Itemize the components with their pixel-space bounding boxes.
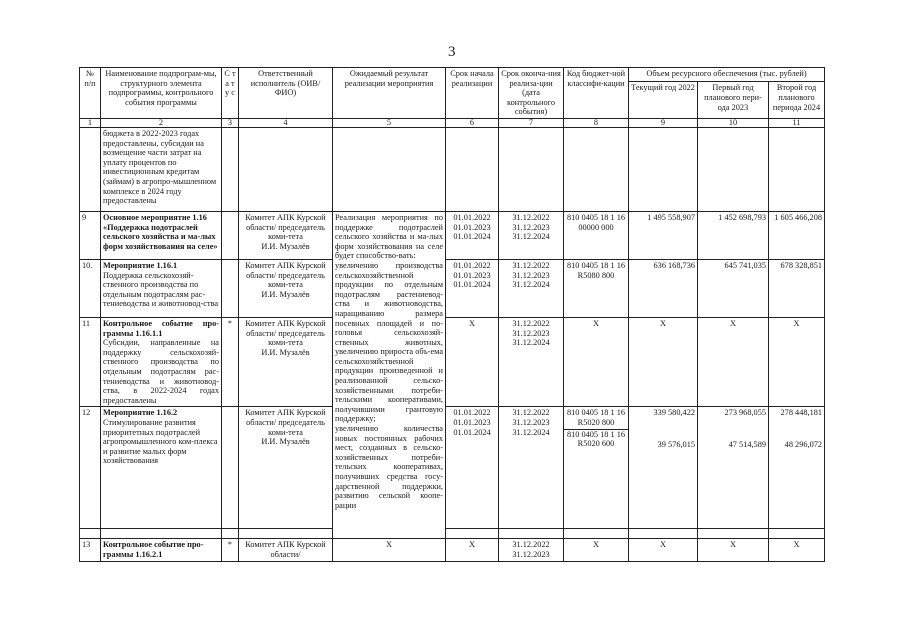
header-code: Код бюджет-ной классифи-кации [564,68,629,119]
header-2023: Первый год планового пери-ода 2023 [698,82,769,119]
num-cell: 8 [564,118,629,127]
executor-org: Комитет АПК Курской области/ председатель коми-тета [245,408,326,437]
executor-person: И.И. Музалёв [261,437,310,447]
row-number: 10. [80,259,101,317]
num-cell: 3 [222,118,239,127]
continuation-row [80,127,825,211]
row-name-bold: Мероприятие 1.16.2 [103,408,178,418]
header-start: Срок начала реализации [446,68,499,119]
row-number: 9 [80,211,101,259]
header-status: С т а т у с [222,68,239,119]
executor-org: Комитет АПК Курской области/ председатель коми-тета [245,260,326,290]
row-name-bold: Мероприятие 1.16.1 [103,260,178,270]
num-cell: 2 [101,118,222,127]
row-name-text: Стимулирование развития приоритетных подотраслей агропромышленного ком-плекса и развитие малых форм хозяйствования [103,417,218,466]
row-2022: X [629,539,698,561]
row-status [222,407,239,529]
row-status [222,259,239,317]
row-executor [239,407,333,529]
code-secondary: 810 0405 18 1 16 R5020 600 [564,429,628,449]
row-number: 11 [80,317,101,406]
header-row-1 [80,68,825,82]
num-cell: 6 [446,118,499,127]
result-text-b: увеличению производства сельскохозяйственной продукции по отдельным подотраслям растениевод-ства и животноводства, наращиванию размера посевных площадей и по-головья сельскохозяй-ственных животных, увеличению прироста объ-ема сельскохозяйственной продукции произведенной и реализованной сельско-хозяйственными потреби-тельскими кооперативами, получившими грантовую поддержку; [335,260,443,424]
num-cell: 11 [769,118,825,127]
row-name-bold: Контрольное событие про-граммы 1.16.1.1 [103,318,219,338]
row-name [101,259,222,317]
row-2023: 1 452 698,793 [698,211,769,259]
executor-person: И.И. Музалёв [261,289,310,299]
header-name: Наименование подпрограм-мы, структурного элемента подпрограммы, контрольного события программы [101,68,222,119]
row-name [101,317,222,406]
header-end: Срок оконча-ния реализа-ции (дата контрольного события) [499,68,564,119]
row-code: X [564,539,629,561]
spacer-row [80,529,825,539]
expected-result [333,211,446,538]
row-start: X [446,539,499,561]
executor-person: И.И. Музалёв [261,347,310,357]
table-row [80,407,825,529]
header-2024: Второй год планового периода 2024 [769,82,825,119]
row-name-bold: Контрольное событие про-граммы 1.16.2.1 [103,540,204,559]
header-num: № п/п [80,68,101,119]
row-end: 31.12.2022 31.12.2023 31.12.2024 [499,211,564,259]
numbering-row [80,118,825,127]
row-2022: 1 495 558,907 [629,211,698,259]
row-2024: 678 328,851 [769,259,825,317]
row-number: 13 [80,539,101,561]
continuation-text: бюджета в 2022-2023 годах предоставлены, субсидии на возмещение части затрат на уплату процентов по инвестиционным кредитам (займам) в агропро-мышленном комплексе в 2024 году предоставлены [101,127,222,211]
row-end: 31.12.2022 31.12.2023 [499,539,564,561]
row-name-text: Субсидии, направленные на поддержку сельскохозяй-ственного производства по отдельным подотраслям рас-тениеводства и животновод-ства, в 2022-2024 годах предоставлены [103,338,219,405]
row-name-text: Поддержка сельскохозяй-ственного производства по отдельным подотраслям рас-тениеводства и животновод-ства [103,270,219,309]
num-cell: 10 [698,118,769,127]
row-executor [239,317,333,406]
row-status: * [222,317,239,406]
num-cell: 7 [499,118,564,127]
executor-org: Комитет АПК Курской области/ председатель коми-тета [245,318,326,348]
row-2024: X [769,539,825,561]
resource-table [79,67,825,562]
row-2023: 645 741,035 [698,259,769,317]
row-code [564,407,629,529]
row-code: X [564,317,629,406]
page-number: 3 [448,44,456,60]
row-end: 31.12.2022 31.12.2023 31.12.2024 [499,259,564,317]
row-2023: 273 968,055 47 514,589 [698,407,769,529]
header-resources: Объем ресурсного обеспечения (тыс. рублей) [629,68,825,82]
row-start: 01.01.2022 01.01.2023 01.01.2024 [446,259,499,317]
row-name [101,539,222,561]
row-2023: X [698,317,769,406]
header-executor: Ответственный исполнитель (ОИВ/ФИО) [239,68,333,119]
row-2022: X [629,317,698,406]
row-name-bold: Основное мероприятие 1.16 «Поддержка подотраслей сельского хозяйства и ма-лых форм хозяйствования на селе» [103,212,218,251]
row-name [101,407,222,529]
row-2024: 278 448,181 48 296,072 [769,407,825,529]
num-cell: 9 [629,118,698,127]
row-start: 01.01.2022 01.01.2023 01.01.2024 [446,407,499,529]
row-2022: 636 168,736 [629,259,698,317]
table-row [80,539,825,561]
row-code: 810 0405 18 1 16 R5080 800 [564,259,629,317]
row-2023: X [698,539,769,561]
row-2022: 339 580,422 39 576,015 [629,407,698,529]
result-text-c: увеличению количества новых постоянных рабочих мест, созданных в сельско-хозяйственных потреби-тельских кооперативах, получивших средства госу-дарственной поддержки, развитию сельской коопе-рации [335,424,443,510]
row-2024: X [769,317,825,406]
num-cell: 5 [333,118,446,127]
row-status [222,211,239,259]
header-2022: Текущий год 2022 [629,82,698,119]
num-cell: 1 [80,118,101,127]
executor-person: И.И. Музалёв [261,241,310,251]
row-start: 01.01.2022 01.01.2023 01.01.2024 [446,211,499,259]
code-primary: 810 0405 18 1 16 R5020 800 [566,408,626,427]
row-end: 31.12.2022 31.12.2023 31.12.2024 [499,317,564,406]
row-name [101,211,222,259]
num-cell: 4 [239,118,333,127]
row-code: 810 0405 18 1 16 00000 000 [564,211,629,259]
row-status: * [222,539,239,561]
row-result: X [333,539,446,561]
row-executor: Комитет АПК Курской области/ [239,539,333,561]
executor-org: Комитет АПК Курской области/ председатель коми-тета [245,212,326,242]
table-row [80,259,825,317]
row-executor [239,259,333,317]
row-2024: 1 605 466,208 [769,211,825,259]
row-start: X [446,317,499,406]
table-row [80,317,825,406]
row-end: 31.12.2022 31.12.2023 31.12.2024 [499,407,564,529]
row-number: 12 [80,407,101,529]
table-row [80,211,825,259]
result-text-a: Реализация мероприятия по поддержке подотраслей сельского хозяйства и ма-лых форм хозяйствования на селе будет способство-вать: [335,212,443,261]
row-executor [239,211,333,259]
header-result: Ожидаемый результат реализации мероприятия [333,68,446,119]
